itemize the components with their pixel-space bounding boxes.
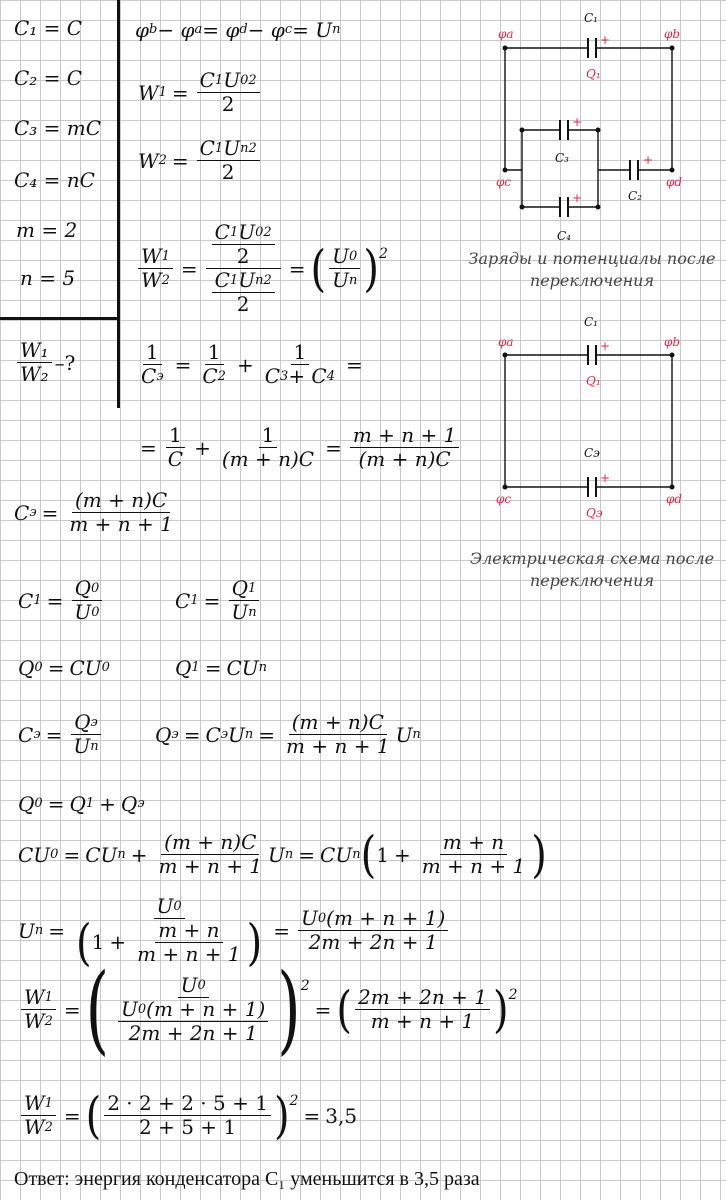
unknown-suffix: –?: [54, 350, 76, 375]
d1-label-phi-a: φa: [498, 27, 514, 41]
d1-label-c1: C₁: [584, 11, 598, 25]
d1-label-phi-c: φc: [496, 175, 512, 189]
formula-ce: C э = $\frac{(m + n)C}{m + n + 1}$: [14, 488, 173, 536]
formula-ce-inverse: 1 C э = 1 C 2 + 1 C 3 + C 4 =: [141, 340, 363, 388]
d1-label-q1: Q₁: [586, 67, 601, 81]
formula-cu0: CU 0 = CU n + $\frac{(m + n)C}{m + n + 1}$ U n = CU n ( 1 + $\frac{m + n}{m + n + 1}$ ): [18, 825, 547, 884]
diagram1-caption: Заряды и потенциалы после переключения: [468, 249, 716, 290]
formula-ratio-numeric: W 1 W 2 = ( $\frac{2 \cdot 2 + 2 \cdot 5 + 1}{2 + 5 + 1}$ ) 2 = 3,5: [18, 1093, 357, 1138]
given-divider-horizontal: [0, 317, 119, 320]
d2-label-c1: C₁: [584, 315, 598, 329]
given-n: n = 5: [20, 266, 76, 290]
d1-label-c4: C₄: [557, 229, 571, 243]
d2-label-phi-a: φa: [498, 335, 514, 349]
diagram2-caption: Электрическая схема после переключения: [469, 549, 715, 590]
formula-ratio-expanded: W 1 W 2 = ( U 0 U 0 (m + n + 1) 2m + 2n + 1 ) 2 = ( $\frac{2m + 2n + 1}{m + n + 1}$ ) 2: [18, 975, 518, 1044]
d2-label-qe: Qэ: [586, 506, 603, 520]
formula-w1: W 1 = C 1 U 0 2 2: [138, 70, 263, 115]
formula-qe: Q э = C э U n = $\frac{(m + n)C}{m + n + 1}$ U n: [155, 710, 421, 758]
formula-w2: W 2 = C 1 U n 2 2: [138, 138, 263, 183]
formula-q1: Q 1 = CU n: [175, 656, 267, 680]
d2-label-phi-c: φc: [496, 492, 512, 506]
formula-c1-q0: C 1 = Q 0 U 0: [18, 578, 106, 623]
given-divider-vertical: [117, 0, 120, 408]
formula-charge-conservation: Q 0 = Q 1 + Q э: [18, 792, 145, 816]
d2-label-phi-b: φb: [664, 335, 681, 349]
given-c2: C₂ = C: [14, 66, 83, 90]
formula-un: U n = U 0 ( 1 + $\frac{m + n}{m + n + 1}$ ) = U 0 (m + n + 1) 2m + 2n + 1: [18, 896, 451, 965]
d2-label-q1: Q₁: [586, 374, 601, 388]
unknown-num: W₁: [17, 340, 52, 363]
d1-plus-c2: +: [643, 153, 654, 167]
answer-text: Ответ: энергия конденсатора C₁ уменьшится в 3,5 раза: [14, 1168, 480, 1190]
formula-ce-qe: C э = Q э U n: [18, 712, 105, 757]
d1-plus-c1: +: [600, 33, 611, 47]
unknown-den: W₂: [20, 362, 49, 386]
d2-label-ce: Cэ: [584, 446, 600, 460]
given-c1: C₁ = C: [14, 16, 83, 40]
formula-ratio: W 1 W 2 = C 1 U 0 2 2 C 1 U n 2 2 = ( U 0 U n ) 2: [135, 222, 388, 315]
formula-ce-expand: = $\frac{1}{C}$ + $\frac{1}{(m + n)C}$ = $\frac{m + n + 1}{(m + n)C}$: [135, 425, 462, 470]
d1-plus-c3: +: [572, 115, 583, 129]
d1-label-phi-b: φb: [664, 27, 681, 41]
d2-plus-c1: +: [600, 339, 611, 353]
formula-q0: Q 0 = CU 0: [18, 656, 110, 680]
d1-label-c2: C₂: [628, 189, 642, 203]
d1-label-c3: C₃: [555, 151, 569, 165]
given-c3: C₃ = mC: [14, 116, 102, 140]
given-m: m = 2: [16, 218, 78, 242]
d1-label-phi-d: φd: [666, 175, 683, 189]
d2-plus-ce: +: [600, 471, 611, 485]
formula-potentials: φ b − φ a = φ d − φ c = U n: [135, 18, 341, 42]
d1-plus-c4: +: [572, 191, 583, 205]
given-c4: C₄ = nC: [14, 168, 95, 192]
d2-label-phi-d: φd: [666, 492, 683, 506]
unknown-ratio: [14, 340, 75, 385]
formula-c1-q1: C 1 = Q 1 U n: [175, 578, 263, 623]
